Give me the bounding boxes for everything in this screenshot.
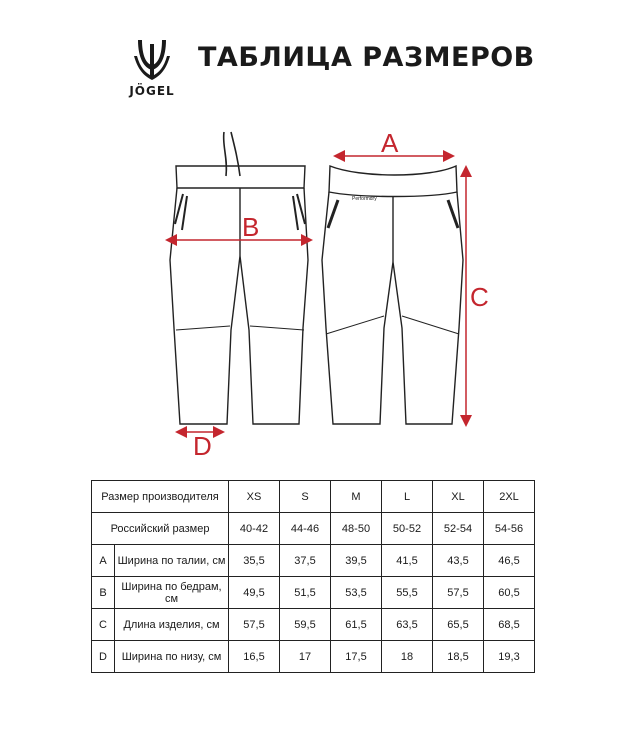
value-cell: 68,5: [484, 609, 535, 641]
manufacturer-size-label: Размер производителя: [92, 481, 229, 513]
row-letter: D: [92, 641, 115, 673]
size-cell: 2XL: [484, 481, 535, 513]
value-cell: 61,5: [331, 609, 382, 641]
value-cell: 53,5: [331, 577, 382, 609]
row-name: Длина изделия, см: [115, 609, 229, 641]
measure-d-label: D: [193, 431, 212, 461]
value-cell: 17,5: [331, 641, 382, 673]
table-row: [92, 513, 535, 545]
size-cell: S: [280, 481, 331, 513]
value-cell: 55,5: [382, 577, 433, 609]
value-cell: 18: [382, 641, 433, 673]
value-cell: 60,5: [484, 577, 535, 609]
value-cell: 57,5: [229, 609, 280, 641]
russian-size-cell: 50-52: [382, 513, 433, 545]
russian-size-label: Российский размер: [92, 513, 229, 545]
value-cell: 57,5: [433, 577, 484, 609]
measure-c-label: C: [470, 282, 489, 312]
value-cell: 16,5: [229, 641, 280, 673]
table-row: [92, 545, 535, 577]
russian-size-cell: 48-50: [331, 513, 382, 545]
row-letter: C: [92, 609, 115, 641]
row-letter: B: [92, 577, 115, 609]
value-cell: 18,5: [433, 641, 484, 673]
row-name: Ширина по бедрам, см: [115, 577, 229, 609]
russian-size-cell: 40-42: [229, 513, 280, 545]
measure-a-label: A: [381, 128, 399, 158]
size-cell: XS: [229, 481, 280, 513]
back-view: [322, 166, 463, 424]
value-cell: 63,5: [382, 609, 433, 641]
value-cell: 43,5: [433, 545, 484, 577]
russian-size-cell: 44-46: [280, 513, 331, 545]
size-cell: XL: [433, 481, 484, 513]
value-cell: 17: [280, 641, 331, 673]
table-row: [92, 481, 535, 513]
table-row: [92, 577, 535, 609]
value-cell: 19,3: [484, 641, 535, 673]
size-table: [91, 480, 535, 673]
table-row: [92, 609, 535, 641]
russian-size-cell: 54-56: [484, 513, 535, 545]
value-cell: 65,5: [433, 609, 484, 641]
row-name: Ширина по талии, см: [115, 545, 229, 577]
value-cell: 59,5: [280, 609, 331, 641]
value-cell: 49,5: [229, 577, 280, 609]
value-cell: 41,5: [382, 545, 433, 577]
value-cell: 39,5: [331, 545, 382, 577]
front-view: [170, 132, 308, 424]
brand-name: JÖGEL: [129, 84, 175, 98]
garment-tag: Performdry: [352, 196, 377, 202]
page-title: ТАБЛИЦА РАЗМЕРОВ: [198, 42, 535, 73]
measure-b-label: B: [242, 212, 260, 242]
value-cell: 51,5: [280, 577, 331, 609]
value-cell: 37,5: [280, 545, 331, 577]
row-letter: A: [92, 545, 115, 577]
table-row: [92, 641, 535, 673]
value-cell: 46,5: [484, 545, 535, 577]
size-cell: L: [382, 481, 433, 513]
size-cell: M: [331, 481, 382, 513]
row-name: Ширина по низу, см: [115, 641, 229, 673]
russian-size-cell: 52-54: [433, 513, 484, 545]
value-cell: 35,5: [229, 545, 280, 577]
